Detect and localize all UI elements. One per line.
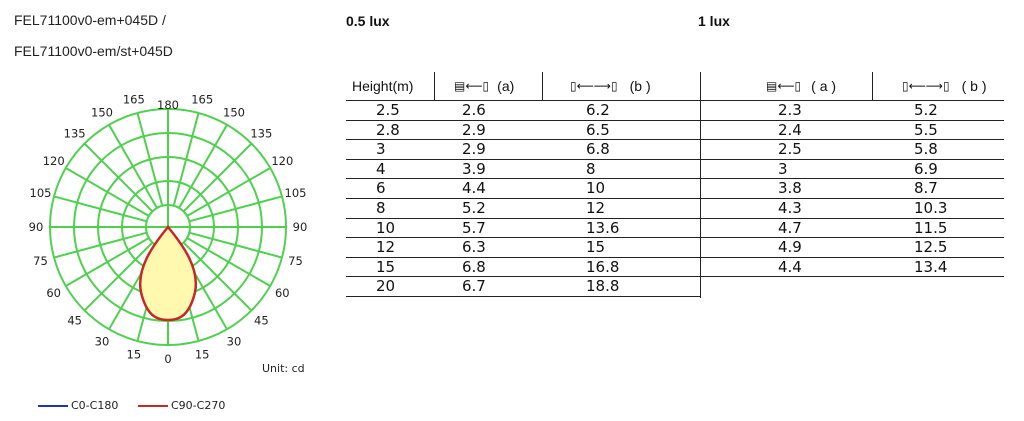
- distance-cell: 2.6: [462, 101, 486, 119]
- distance-cell: 4.9: [778, 238, 802, 257]
- row-rule: [346, 237, 1004, 238]
- col-a-label: (a): [497, 78, 515, 94]
- col-a2-label: ( a ): [811, 78, 837, 94]
- angle-label: 0: [164, 352, 172, 366]
- distance-cell: 3.9: [462, 159, 486, 178]
- header-col-a-one: [766, 72, 836, 100]
- distance-cell: 12.5: [914, 238, 948, 257]
- row-rule: [346, 178, 1004, 179]
- distance-cell: 15: [586, 238, 606, 257]
- distance-cell: 2.4: [778, 120, 802, 139]
- lux-heading-half: 0.5 lux: [346, 13, 390, 29]
- header-col-a-half: [454, 72, 514, 100]
- col-b-label: (b ): [629, 78, 651, 94]
- header-rule: [346, 100, 1004, 101]
- distance-cell: 4.4: [462, 179, 486, 198]
- row-rule: [346, 218, 1004, 219]
- header-col-b-one: [902, 72, 987, 100]
- header-col-b-half: [570, 72, 651, 100]
- angle-label: 60: [46, 286, 62, 300]
- height-cell: 4: [376, 159, 386, 178]
- angle-label: 180: [157, 98, 179, 112]
- angle-label: 15: [126, 347, 142, 362]
- col-b2-label: ( b ): [961, 78, 987, 94]
- distance-cell: 4.7: [778, 218, 802, 237]
- distance-cell: 5.5: [914, 120, 938, 139]
- model-name-line-2: FEL71100v0-em/st+045D: [14, 43, 173, 59]
- grid-spoke: [85, 144, 153, 212]
- distance-cell: 5.2: [914, 101, 938, 119]
- header-divider: [872, 72, 873, 100]
- c90-c270-curve: [140, 227, 196, 320]
- polar-light-distribution-diagram: [22, 82, 322, 382]
- wall-arrow-icon: ▤⟵▯: [454, 79, 490, 93]
- grid-spoke: [187, 238, 270, 286]
- distance-cell: 5.2: [462, 199, 486, 217]
- grid-spoke: [184, 144, 252, 212]
- distance-cell: 12: [586, 199, 606, 217]
- distance-cell: 6.8: [586, 140, 610, 159]
- row-rule: [346, 198, 1004, 199]
- distance-cell: 3.8: [778, 179, 802, 198]
- row-rule: [346, 257, 1004, 258]
- legend-item-c90-c270: [138, 399, 225, 412]
- distance-cell: 5.7: [462, 218, 486, 237]
- wall-arrow-icon: ▤⟵▯: [766, 79, 802, 93]
- legend-swatch-c0: [38, 405, 68, 407]
- distance-cell: 6.5: [586, 120, 610, 139]
- height-header: Height(m): [352, 78, 414, 94]
- distance-cell: 4.3: [778, 199, 802, 217]
- height-cell: 6: [376, 179, 386, 198]
- height-cell: 20: [376, 277, 396, 296]
- distance-cell: 2.3: [778, 101, 802, 119]
- grid-spoke: [174, 113, 199, 206]
- header-divider: [542, 72, 543, 100]
- distance-cell: 10.3: [914, 199, 948, 217]
- angle-label: 90: [28, 220, 44, 234]
- span-arrow-icon: ▯⟵⟶▯: [902, 79, 950, 93]
- angle-label: 120: [271, 154, 294, 168]
- distance-cell: 13.6: [586, 218, 620, 237]
- grid-spoke: [137, 113, 162, 206]
- distance-cell: 6.9: [914, 159, 938, 178]
- angle-label: 165: [122, 92, 145, 107]
- distance-cell: 16.8: [586, 257, 620, 276]
- unit-label: Unit: cd: [262, 362, 305, 375]
- section-divider: [700, 72, 701, 298]
- angle-label: 60: [274, 286, 290, 300]
- distance-cell: 6.2: [586, 101, 610, 119]
- angle-label: 75: [33, 254, 48, 269]
- angle-label: 135: [63, 126, 86, 141]
- angle-label: 135: [250, 126, 273, 141]
- row-rule: [346, 276, 1004, 277]
- distance-cell: 11.5: [914, 218, 948, 237]
- distance-cell: 13.4: [914, 257, 948, 276]
- grid-spoke: [66, 168, 149, 216]
- distance-cell: 6.3: [462, 238, 486, 257]
- distance-cell: 6.7: [462, 277, 486, 296]
- row-rule: [346, 296, 700, 297]
- header-divider: [434, 72, 435, 100]
- distance-cell: 18.8: [586, 277, 620, 296]
- row-rule: [346, 139, 1004, 140]
- lux-heading-one: 1 lux: [698, 13, 730, 29]
- legend-label-c0: C0-C180: [71, 399, 119, 412]
- distance-table: [346, 72, 1004, 298]
- distance-cell: 6.8: [462, 257, 486, 276]
- height-cell: 10: [376, 218, 396, 237]
- span-arrow-icon: ▯⟵⟶▯: [570, 79, 618, 93]
- distance-cell: 8.7: [914, 179, 938, 198]
- height-cell: 15: [376, 257, 396, 276]
- model-name-line-1: FEL71100v0-em+045D /: [14, 12, 166, 28]
- angle-label: 150: [91, 105, 113, 120]
- distance-cell: 4.4: [778, 257, 802, 276]
- grid-spoke: [187, 168, 270, 216]
- legend-label-c90: C90-C270: [171, 399, 226, 412]
- grid-spoke: [109, 125, 157, 208]
- legend-item-c0-c180: [38, 399, 118, 412]
- legend-swatch-c90: [138, 405, 168, 407]
- distance-cell: 5.8: [914, 140, 938, 159]
- angle-label: 30: [226, 334, 242, 349]
- angle-label: 15: [194, 347, 210, 362]
- row-rule: [346, 120, 1004, 121]
- distance-cell: 3: [778, 159, 788, 178]
- height-cell: 3: [376, 140, 386, 159]
- angle-label: 75: [288, 254, 303, 269]
- angle-label: 165: [191, 92, 214, 107]
- grid-spoke: [54, 196, 147, 221]
- distance-cell: 2.9: [462, 140, 486, 159]
- angle-label: 45: [67, 313, 82, 328]
- distance-cell: 8: [586, 159, 596, 178]
- height-cell: 8: [376, 199, 386, 217]
- angle-label: 90: [292, 220, 308, 234]
- angle-label: 120: [42, 154, 65, 168]
- height-cell: 2.8: [376, 120, 400, 139]
- height-cell: 2.5: [376, 101, 400, 119]
- grid-spoke: [54, 233, 147, 258]
- angle-label: 150: [223, 105, 245, 120]
- distance-cell: 10: [586, 179, 606, 198]
- grid-spoke: [66, 238, 149, 286]
- height-cell: 12: [376, 238, 396, 257]
- angle-label: 30: [94, 334, 110, 349]
- distance-cell: 2.9: [462, 120, 486, 139]
- angle-label: 45: [254, 313, 269, 328]
- angle-label: 105: [29, 185, 52, 200]
- distance-cell: 2.5: [778, 140, 802, 159]
- row-rule: [346, 159, 1004, 160]
- grid-spoke: [189, 196, 282, 221]
- grid-spoke: [189, 233, 282, 258]
- angle-label: 105: [284, 185, 307, 200]
- grid-spoke: [179, 125, 227, 208]
